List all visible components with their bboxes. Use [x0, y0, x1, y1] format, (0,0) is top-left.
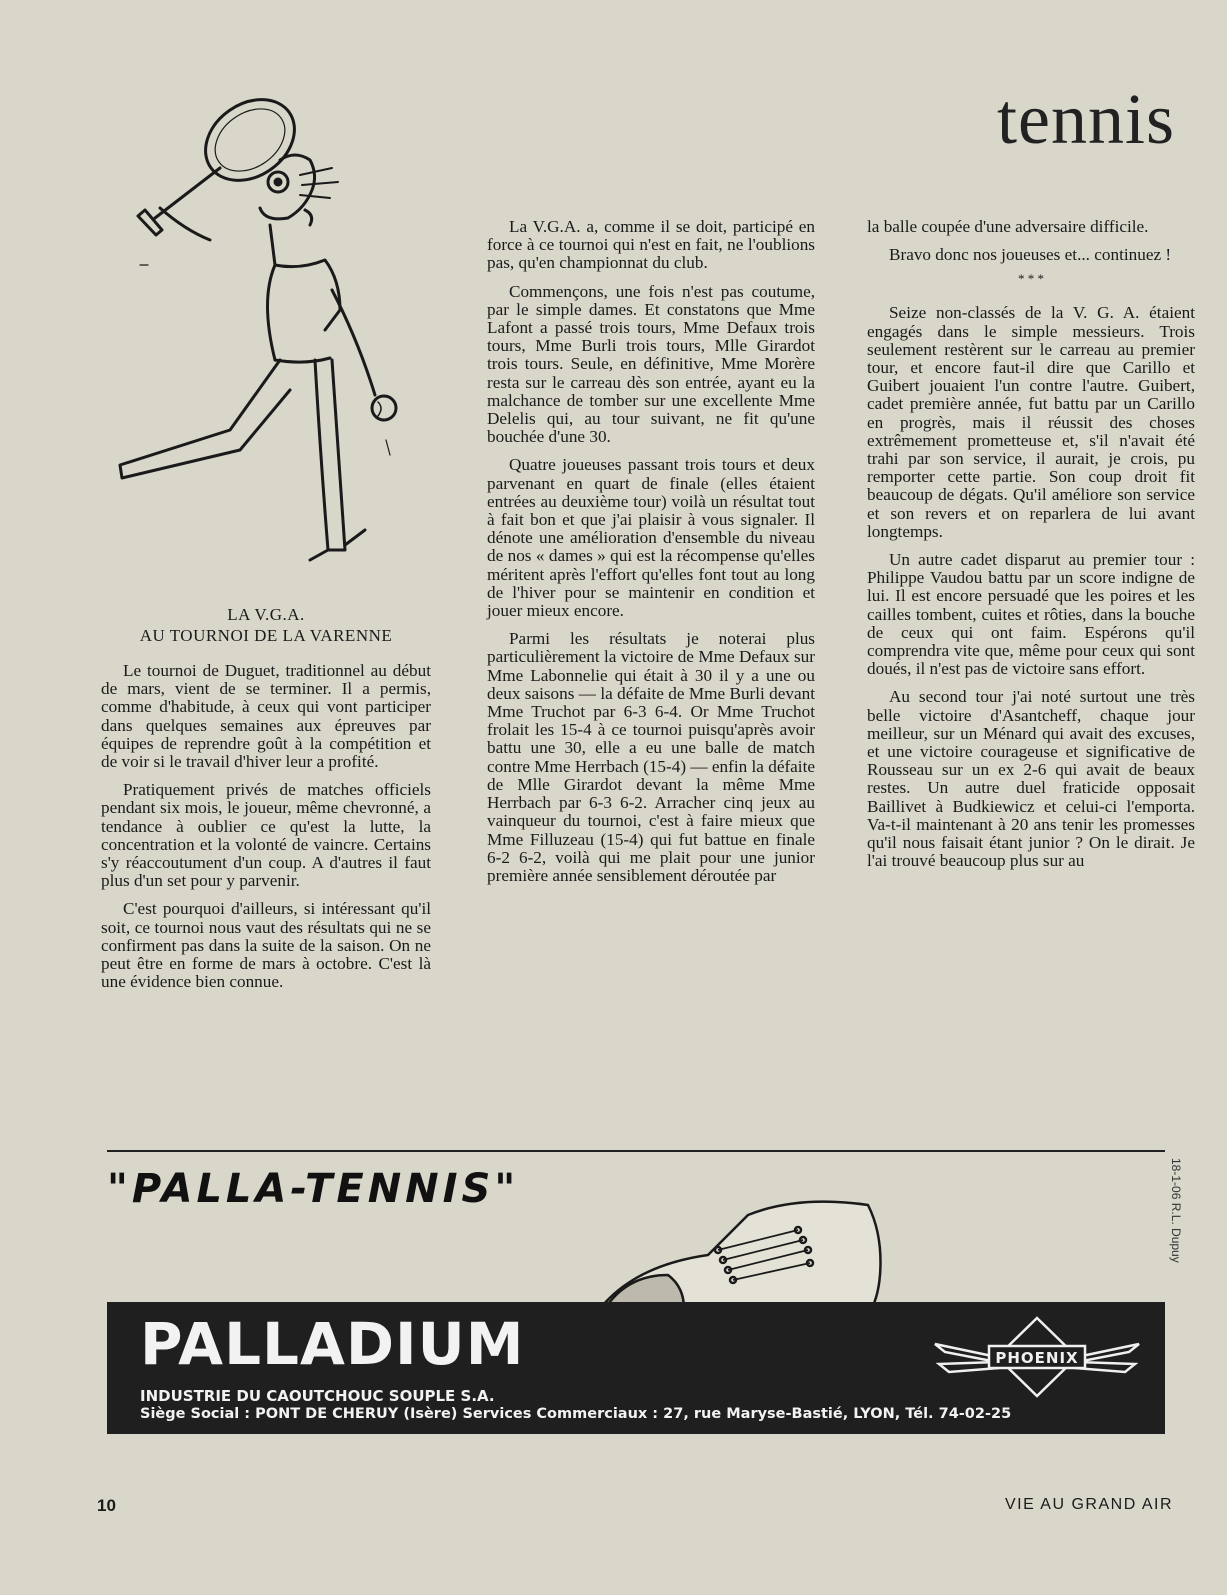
paragraph: Parmi les résultats je noterai plus particulièrement la victoire de Mme Defaux sur Mme Labonnelie qui était à 30 il y a une ou deux saisons — la défaite de Mme Burli devant Mme Truchot par 6-3 6-4. Or Mme Truchot frolait les 15-4 à ce tournoi puisqu'après avoir battu une 30, elle a eu une balle de match contre Mme Herrbach (15-4) — enfin la défaite de Mlle Girardot devant la même Mme Herrbach par 6-3 6-2. Arracher cinq jeux au vainqueur du tournoi, c'est à faire mieux que Mme Filluzeau (15-4) qui fut battue en finale 6-2 6-2, voilà qui me plait pour une junior première année sensiblement déroutée par [487, 629, 815, 885]
paragraph: Le tournoi de Duguet, traditionnel au début de mars, vient de se terminer. Il a permis, comme d'habitude, à ceux qui vont participer dans quelques semaines aux épreuves par équipes de reprendre goût à la compétition et de voir si le travail d'hiver leur a profité. [101, 661, 431, 772]
section-title: tennis [997, 79, 1175, 159]
paragraph: Bravo donc nos joueuses et... continuez ! [889, 245, 1172, 265]
paragraph: Quatre joueuses passant trois tours et deux parvenant en quart de finale (elles étaient entrées au deuxième tour) voilà un résultat tout à fait bon et que j'ai plaisir à vous signaler. Il dénote une amélioration d'ensemble du niveau de nos « dames » qui est la récompense qu'elles méritent après l'effort qu'elles font tout au long de l'hiver pour se maintenir en condition et jouer mieux encore. [487, 455, 815, 621]
paragraph: Au second tour j'ai noté surtout une très belle victoire d'Asantcheff, chaque jour meilleur, sur un Ménard qui avait des excuses, et une victoire courageuse et significative de Rousseau sur un ex 2-6 qui avait de beaux restes. Un autre duel fraticide opposait Baillivet à Budkiewicz et celui-ci l'emporta. Va-t-il maintenant à 20 ans tenir les promesses qu'il nous faisait étant junior ? On le dirait. Je l'ai trouvé beaucoup plus sur au [867, 687, 1195, 871]
article-heading-line2: AU TOURNOI DE LA VARENNE [139, 626, 393, 645]
ad-brand-name: "PALLA-TENNIS" [107, 1166, 520, 1212]
paragraph: la balle coupée d'une adversaire difficile. [867, 217, 1149, 236]
palladium-ad-banner [107, 1302, 1165, 1434]
article-heading-line1: LA V.G.A. [227, 605, 305, 624]
paragraph: La V.G.A. a, comme il se doit, participé en force à ce tournoi qui n'est en fait, ne l'oublions pas, qu'en championnat du club. [487, 217, 815, 273]
paragraph: Seize non-classés de la V. G. A. étaient engagés dans le simple messieurs. Trois seulement restèrent sur le carreau au premier tour, et encore faut-il dire que Carillo et Guibert jouaient l'un contre l'autre. Guibert, cadet première année, fut battu par un Carillo en progrès, mais il réussit des choses extrêmement prometteuse et, s'il n'avait été trahi par son service, il aurait, je crois, pu remporter cette partie. Son coup droit fit beaucoup de dégats. Qu'il améliore son service et son revers et on reparlera de lui avant longtemps. [867, 303, 1195, 541]
article-column-3 [867, 218, 1195, 881]
article-column-1 [101, 604, 431, 1001]
paragraph: Commençons, une fois n'est pas coutume, par le simple dames. Et constatons que Mme Lafont a passé trois tours, Mme Defaux trois tours, Mme Burli trois tours, Mlle Girardot trois tours. Seule, en définitive, Mme Morère resta sur le carreau dès son entrée, ayant eu la malchance de tomber sur une excellente Mme Delelis qui, au tour suivant, ne fit qu'une bouchée d'une 30. [487, 281, 815, 447]
ad-divider [107, 1150, 1165, 1152]
article-heading [101, 604, 431, 646]
ad-company-line: INDUSTRIE DU CAOUTCHOUC SOUPLE S.A. [140, 1387, 495, 1405]
ad-address-line: Siège Social : PONT DE CHERUY (Isère) Services Commerciaux : 27, rue Maryse-Bastié, LYON, Tél. 74-02-25 [140, 1406, 1012, 1422]
section-separator: * * * [1018, 271, 1044, 287]
paragraph: C'est pourquoi d'ailleurs, si intéressant qu'il soit, ce tournoi nous vaut des résultats qui ne se confirment pas dans la suite de la saison. On ne peut être en forme de mars à octobre. C'est là une évidence bien connue. [101, 899, 431, 992]
magazine-name: VIE AU GRAND AIR [1004, 1496, 1173, 1513]
tennis-player-illustration [100, 90, 430, 590]
page-number: 10 [97, 1496, 116, 1515]
phoenix-emblem-text: PHOENIX [995, 1349, 1079, 1367]
article-column-2 [487, 218, 815, 895]
paragraph: Pratiquement privés de matches officiels pendant six mois, le joueur, même chevronné, a tendance à oublier ce qu'est la lutte, la concentration et la volonté de vaincre. Certains s'y réaccoutument d'un coup. A d'autres il faut plus d'un set pour y parvenir. [101, 780, 431, 891]
phoenix-emblem [927, 1314, 1147, 1400]
palladium-logo: PALLADIUM [140, 1310, 525, 1378]
ad-credit: 18-1-06 R.L. Dupuy [1169, 1158, 1183, 1263]
paragraph: Un autre cadet disparut au premier tour : Philippe Vaudou battu par un score indigne de lui. Il est encore persuadé que les poires et les cailles tombent, cuites et rôties, dans la bouche de ceux qui ont faim. Espérons qu'il comprendra vite que, même pour ceux qui sont doués, il n'est pas de victoire sans effort. [867, 550, 1195, 679]
